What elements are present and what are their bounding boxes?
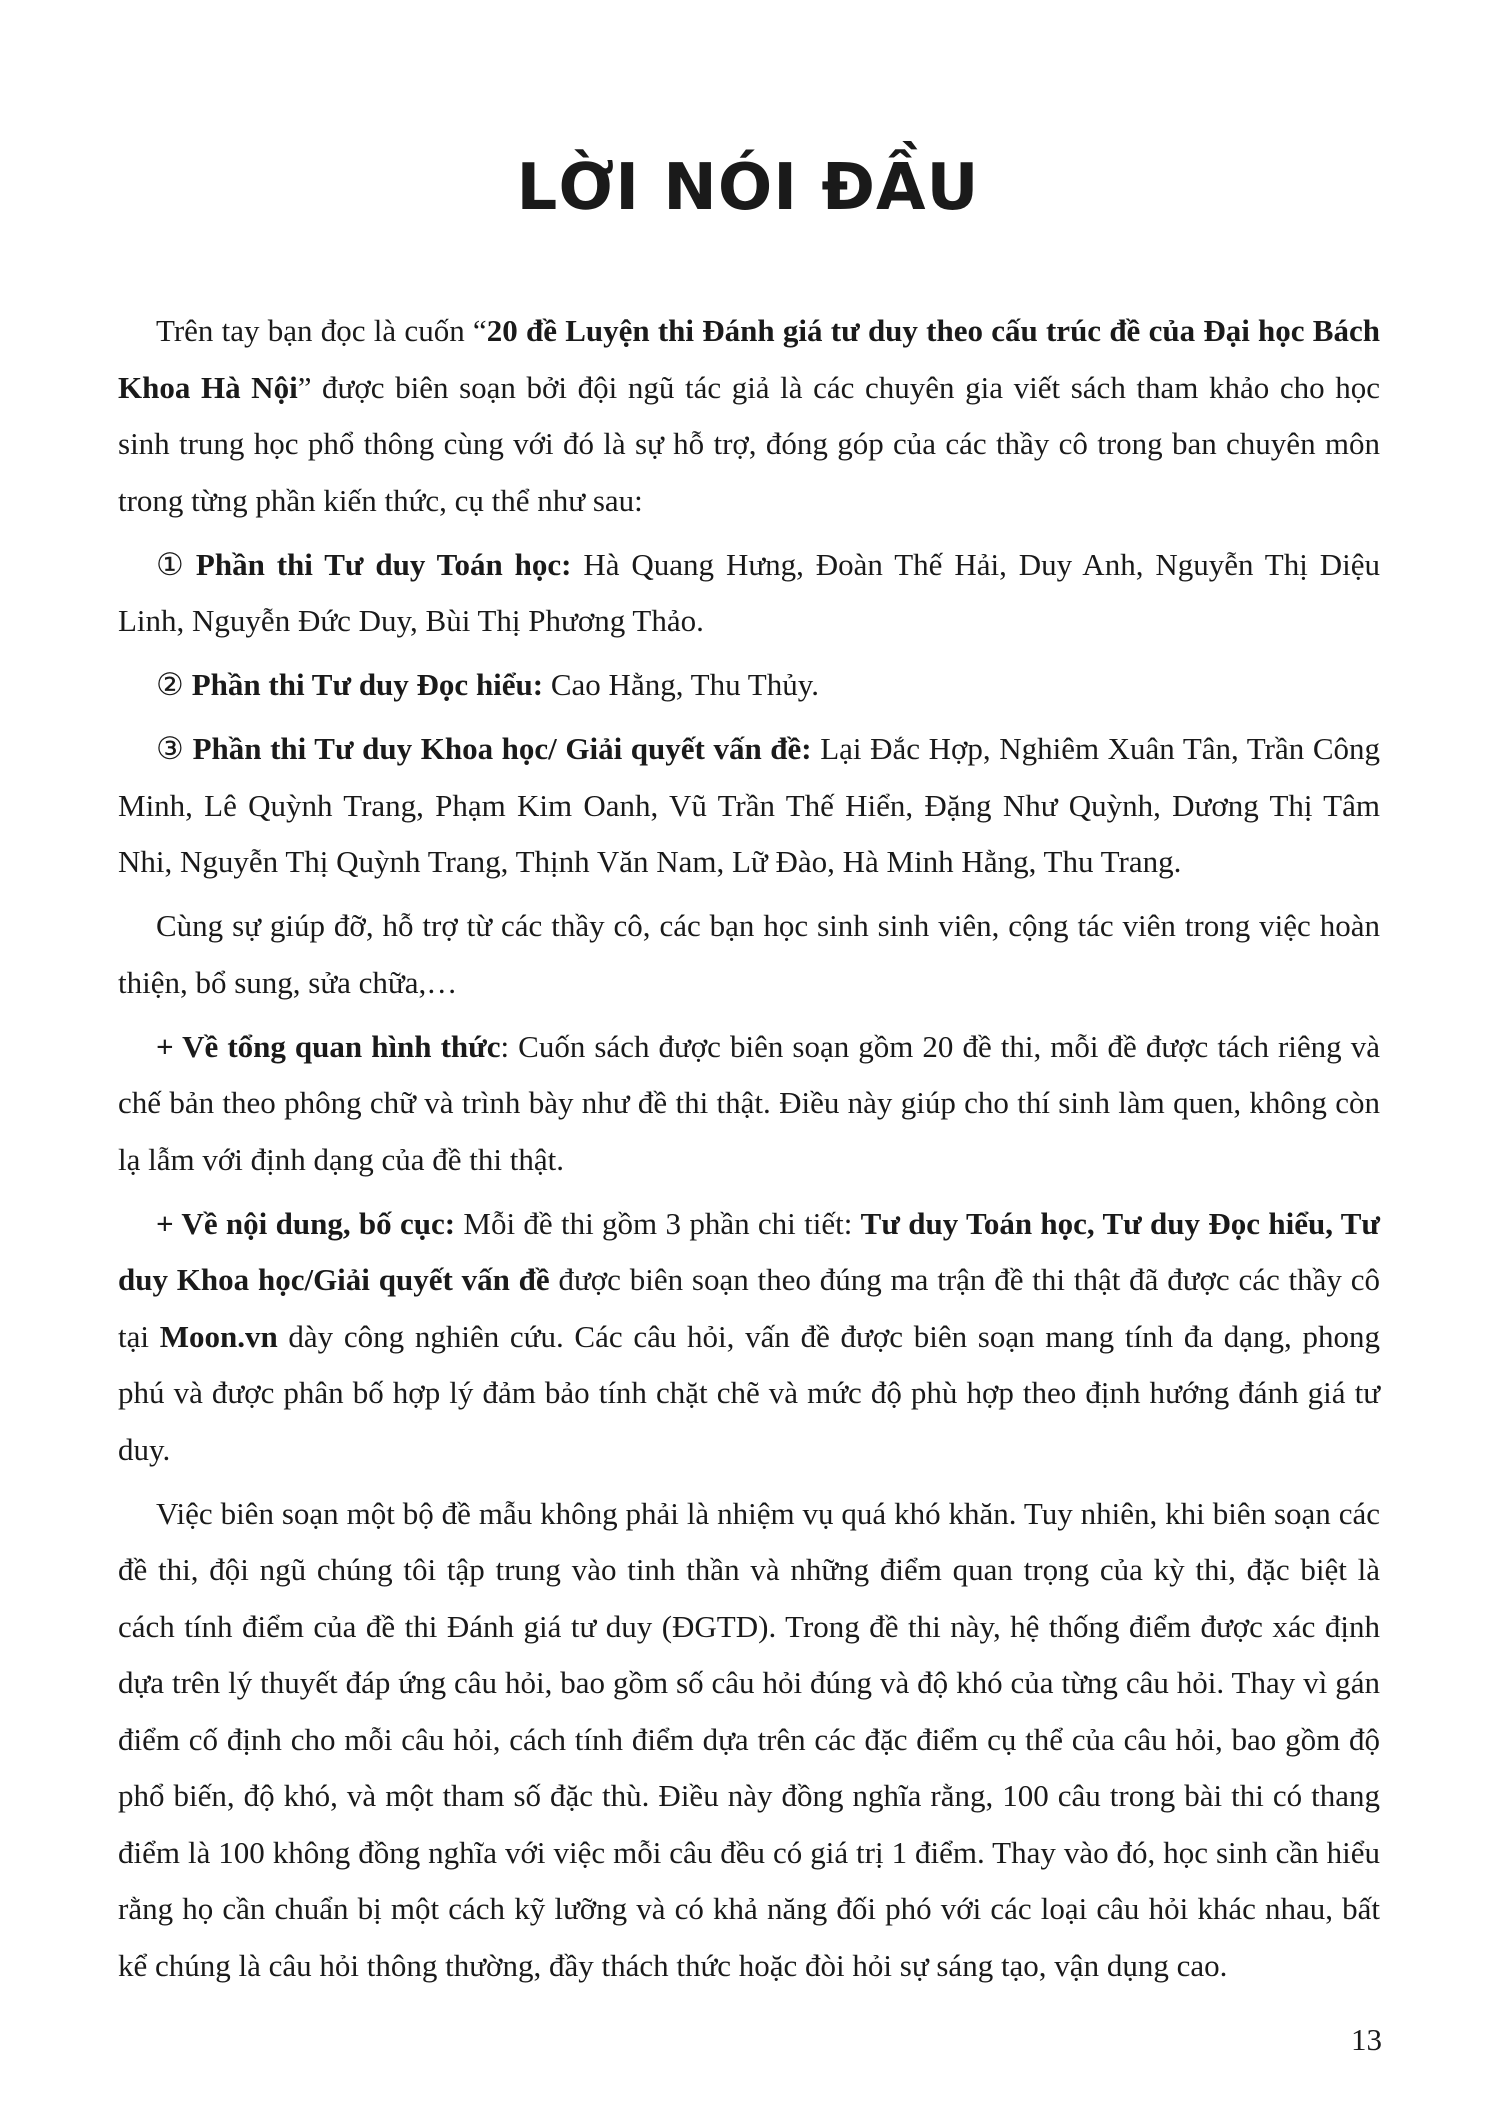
content-text-1: Mỗi đề thi gồm 3 phần chi tiết: — [455, 1205, 861, 1241]
form-paragraph — [118, 1019, 1380, 1189]
section-label: Phần thi Tư duy Khoa học/ Giải quyết vấn đề: — [192, 731, 812, 766]
section-math — [118, 537, 1380, 650]
intro-text: Trên tay bạn đọc là cuốn “ — [156, 313, 487, 348]
section-label: Phần thi Tư duy Toán học: — [195, 546, 572, 582]
content-text-3: dày công nghiên cứu. Các câu hỏi, vấn đề được biên soạn mang tính đa dạng, phong phú và được phân bố hợp lý đảm bảo tính chặt chẽ và mức độ phù hợp theo định hướng đánh giá tư duy. — [118, 1318, 1380, 1467]
document-body — [118, 303, 1380, 2002]
section-label: Phần thi Tư duy Đọc hiểu: — [191, 667, 544, 702]
intro-rest: ” được biên soạn bởi đội ngũ tác giả là các chuyên gia viết sách tham khảo cho học sinh trung học phổ thông cùng với đó là sự hỗ trợ, đóng góp của các thầy cô trong ban chuyên môn trong từng phần kiến thức, cụ thể như sau: — [118, 369, 1381, 518]
page-number: 13 — [1351, 2022, 1382, 2057]
form-text: : Cuốn sách được biên soạn gồm 20 đề thi, mỗi đề được tách riêng và chế bản theo phông chữ và trình bày như đề thi thật. Điều này giúp cho thí sinh làm quen, không còn lạ lẫm với định dạng của đề thi thật. — [118, 1028, 1380, 1177]
number-three-symbol: ③ — [156, 731, 184, 766]
section-science — [118, 721, 1380, 891]
help-paragraph: Cùng sự giúp đỡ, hỗ trợ từ các thầy cô, các bạn học sinh sinh viên, cộng tác viên trong việc hoàn thiện, bổ sung, sửa chữa,… — [118, 908, 1380, 1000]
book-title: 20 đề Luyện thi Đánh giá tư duy theo cấu trúc đề của Đại học Bách Khoa Hà Nội — [118, 313, 1380, 405]
content-text-2: được biên soạn theo đúng ma trận đề thi thật đã được các thầy cô tại — [118, 1262, 1381, 1354]
intro-paragraph — [118, 303, 1380, 529]
section-names: Lại Đắc Hợp, Nghiêm Xuân Tân, Trần Công Minh, Lê Quỳnh Trang, Phạm Kim Oanh, Vũ Trần Thế Hiển, Đặng Như Quỳnh, Dương Thị Tâm Nhi, Nguyễn Thị Quỳnh Trang, Thịnh Văn Nam, Lữ Đào, Hà Minh Hằng, Thu Trang. — [118, 731, 1380, 879]
moon-link-text: Moon.vn — [159, 1318, 278, 1354]
section-names: Hà Quang Hưng, Đoàn Thế Hải, Duy Anh, Nguyễn Thị Diệu Linh, Nguyễn Đức Duy, Bùi Thị Phương Thảo. — [118, 546, 1381, 638]
page-title: LỜI NÓI ĐẦU — [516, 151, 980, 225]
section-names: Cao Hằng, Thu Thủy. — [543, 667, 819, 702]
number-one-symbol: ① — [156, 546, 184, 582]
section-reading — [118, 657, 1380, 714]
number-two-symbol: ② — [156, 667, 184, 702]
content-label: + Về nội dung, bố cục: — [156, 1205, 456, 1241]
form-label: + Về tổng quan hình thức — [156, 1028, 501, 1064]
content-bold-1: Tư duy Toán học, Tư duy Đọc hiểu, Tư duy Khoa học/Giải quyết vấn đề — [118, 1205, 1380, 1297]
closing-paragraph: Việc biên soạn một bộ đề mẫu không phải là nhiệm vụ quá khó khăn. Tuy nhiên, khi biên soạn các đề thi, đội ngũ chúng tôi tập trung vào tinh thần và những điểm quan trọng của kỳ thi, đặc biệt là cách tính điểm của đề thi Đánh giá tư duy (ĐGTD). Trong đề thi này, hệ thống điểm được xác định dựa trên lý thuyết đáp ứng câu hỏi, bao gồm số câu hỏi đúng và độ khó của từng câu hỏi. Thay vì gán điểm cố định cho mỗi câu hỏi, cách tính điểm dựa trên các đặc điểm cụ thể của câu hỏi, bao gồm độ phổ biến, độ khó, và một tham số đặc thù. Điều này đồng nghĩa rằng, 100 câu trong bài thi có thang điểm là 100 không đồng nghĩa với việc mỗi câu đều có giá trị 1 điểm. Thay vào đó, học sinh cần hiểu rằng họ cần chuẩn bị một cách kỹ lưỡng và có khả năng đối phó với các loại câu hỏi khác nhau, bất kể chúng là câu hỏi thông thường, đầy thách thức hoặc đòi hỏi sự sáng tạo, vận dụng cao. — [118, 1495, 1380, 1983]
content-paragraph — [118, 1196, 1380, 1479]
